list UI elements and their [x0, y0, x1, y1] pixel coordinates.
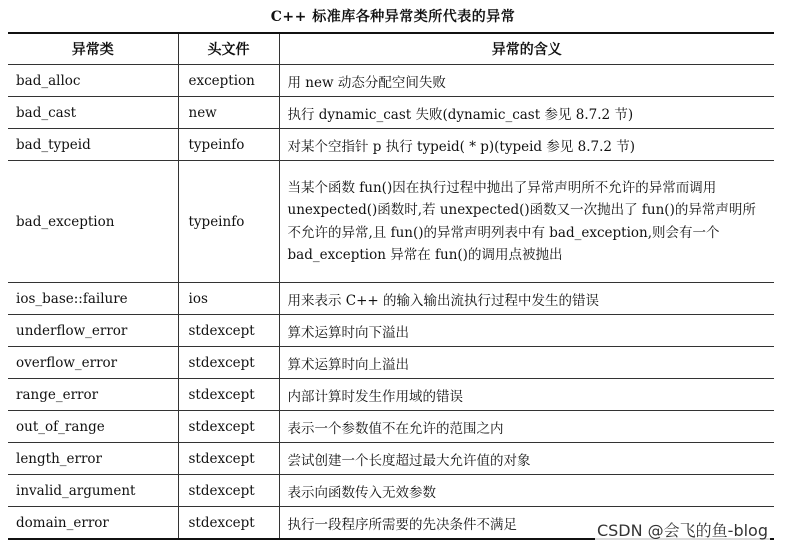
- header-file-cell: stdexcept: [178, 443, 279, 475]
- header-file-cell: stdexcept: [178, 315, 279, 347]
- table-row: [8, 129, 774, 161]
- meaning-cell: 执行 dynamic_cast 失败(dynamic_cast 参见 8.7.2 节): [279, 97, 774, 129]
- exception-class-cell: underflow_error: [8, 315, 178, 347]
- exception-class-cell: bad_exception: [8, 161, 178, 283]
- header-file-cell: stdexcept: [178, 475, 279, 507]
- exception-class-cell: range_error: [8, 379, 178, 411]
- meaning-cell: 算术运算时向上溢出: [279, 347, 774, 379]
- exception-class-cell: ios_base::failure: [8, 283, 178, 315]
- exception-class-cell: bad_cast: [8, 97, 178, 129]
- header-file-cell: stdexcept: [178, 411, 279, 443]
- table-row: [8, 411, 774, 443]
- meaning-cell: 用来表示 C++ 的输入输出流执行过程中发生的错误: [279, 283, 774, 315]
- exception-class-cell: bad_alloc: [8, 65, 178, 97]
- csdn-watermark: CSDN @会飞的鱼-blog: [595, 518, 770, 541]
- meaning-cell: 执行一段程序所需要的先决条件不满足: [279, 507, 774, 540]
- table-row: [8, 97, 774, 129]
- meaning-cell: 对某个空指针 p 执行 typeid( * p)(typeid 参见 8.7.2 节): [279, 129, 774, 161]
- exception-class-cell: out_of_range: [8, 411, 178, 443]
- exception-class-cell: invalid_argument: [8, 475, 178, 507]
- meaning-cell: 表示一个参数值不在允许的范围之内: [279, 411, 774, 443]
- header-file-cell: new: [178, 97, 279, 129]
- exception-class-cell: domain_error: [8, 507, 178, 540]
- exception-table: [8, 32, 774, 540]
- table-row: [8, 283, 774, 315]
- header-file-cell: stdexcept: [178, 347, 279, 379]
- header-file-cell: typeinfo: [178, 161, 279, 283]
- header-file-cell: stdexcept: [178, 507, 279, 540]
- table-row: [8, 65, 774, 97]
- table-title: C++ 标准库各种异常类所代表的异常: [270, 9, 516, 25]
- table-row: [8, 443, 774, 475]
- table-row: [8, 347, 774, 379]
- table-row: [8, 315, 774, 347]
- table-row: [8, 161, 774, 283]
- exception-class-cell: overflow_error: [8, 347, 178, 379]
- header-file-cell: ios: [178, 283, 279, 315]
- exception-class-cell: length_error: [8, 443, 178, 475]
- header-file-cell: stdexcept: [178, 379, 279, 411]
- table-row: [8, 379, 774, 411]
- meaning-cell: 尝试创建一个长度超过最大允许值的对象: [279, 443, 774, 475]
- meaning-cell: 当某个函数 fun()因在执行过程中抛出了异常声明所不允许的异常而调用 unexpected()函数时,若 unexpected()函数又一次抛出了 fun()的异常声明所不允许的异常,且 fun()的异常声明列表中有 bad_exception,则会有一个 bad_exception 异常在 fun()的调用点被抛出: [279, 161, 774, 283]
- header-file-cell: typeinfo: [178, 129, 279, 161]
- header-file-cell: exception: [178, 65, 279, 97]
- meaning-cell: 表示向函数传入无效参数: [279, 475, 774, 507]
- header-header-file: 头文件: [178, 33, 279, 65]
- meaning-cell: 算术运算时向下溢出: [279, 315, 774, 347]
- meaning-cell: 内部计算时发生作用域的错误: [279, 379, 774, 411]
- header-exception-class: 异常类: [8, 33, 178, 65]
- table-row: [8, 475, 774, 507]
- exception-class-cell: bad_typeid: [8, 129, 178, 161]
- header-row: [8, 33, 774, 65]
- header-meaning: 异常的含义: [279, 33, 774, 65]
- meaning-cell: 用 new 动态分配空间失败: [279, 65, 774, 97]
